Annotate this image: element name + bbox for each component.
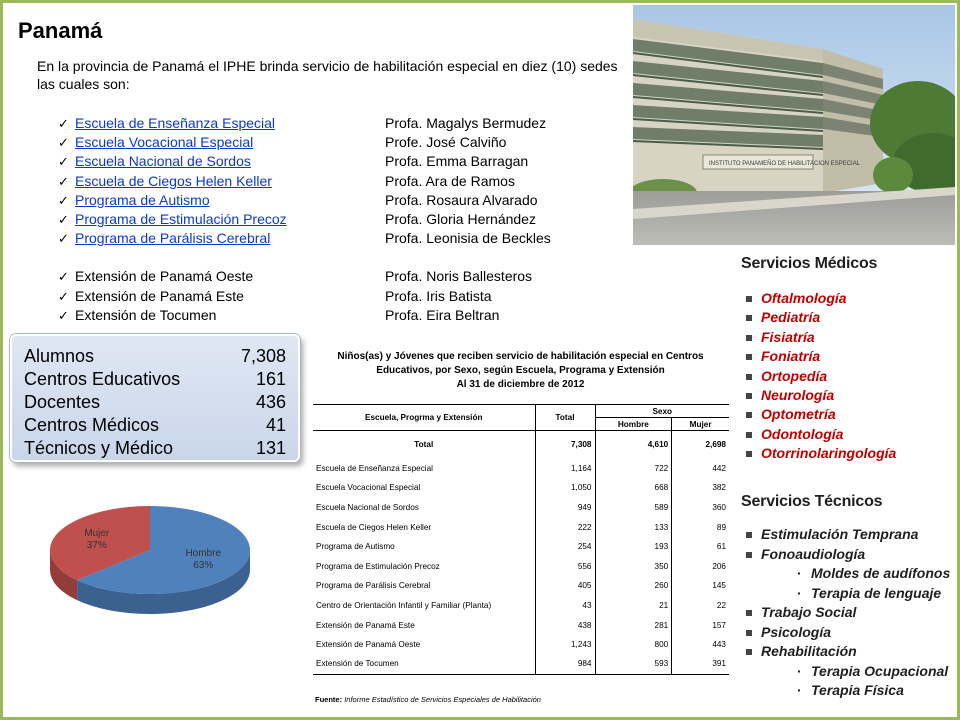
cell-name: Centro de Orientación Infantil y Familiar (Planta): [316, 600, 492, 610]
service-item-medico: Foniatría: [761, 348, 821, 365]
sede-director: Profa. Magalys Bermudez: [385, 115, 547, 131]
cell-total: 405: [535, 576, 595, 596]
cell-name: Programa de Estimulación Precoz: [316, 561, 440, 571]
cell-total: 43: [535, 596, 595, 616]
list-item: [58, 172, 618, 191]
col-header-sexo: Sexo: [595, 405, 729, 418]
cell-mujer: 2,698: [672, 431, 729, 459]
table-row: [313, 654, 729, 674]
cell-total: 222: [535, 517, 595, 537]
enrollment-table: [313, 404, 729, 675]
sede-director: Profa. Rosaura Alvarado: [385, 191, 538, 208]
cell-mujer: 360: [672, 498, 729, 518]
cell-mujer: 61: [672, 537, 729, 557]
cell-hombre: 4,610: [595, 431, 672, 459]
cell-mujer: 443: [672, 635, 729, 655]
cell-hombre: 260: [595, 576, 672, 596]
table-row: [313, 459, 729, 479]
service-item-medico: Fisiatría: [761, 328, 815, 345]
cell-total: 438: [535, 615, 595, 635]
sede-link[interactable]: Escuela de Ciegos Helen Keller: [75, 172, 272, 189]
checkmark-icon: ✓: [58, 135, 69, 151]
stat-row: [24, 437, 286, 460]
table-row: [313, 576, 729, 596]
cell-mujer: 89: [672, 517, 729, 537]
service-subitem: · Terapia Ocupacional: [811, 662, 948, 680]
checkmark-icon: ✓: [58, 116, 69, 131]
source-text: Informe Estadístico de Servicios Especiales de Habilitación: [344, 695, 541, 704]
list-item: [58, 114, 618, 133]
service-item-medico: Optometría: [761, 406, 836, 423]
table-source: [315, 695, 541, 704]
col-header-name: Escuela, Progrma y Extensión: [313, 405, 535, 431]
service-item-tecnico: Estimulación Temprana: [761, 526, 919, 542]
sede-director: Profa. Leonisia de Beckles: [385, 230, 551, 247]
cell-hombre: 722: [595, 459, 672, 479]
sede-link[interactable]: Escuela Nacional de Sordos: [75, 153, 251, 170]
table-title-line: Niños(as) y Jóvenes que reciben servicio de habilitación especial en Centros: [337, 351, 704, 362]
cell-hombre: 350: [595, 556, 672, 576]
cell-hombre: 800: [595, 635, 672, 655]
cell-total: 1,243: [535, 635, 595, 655]
list-item: [58, 287, 618, 306]
cell-name: Programa de Parálisis Cerebral: [316, 581, 431, 591]
cell-mujer: 206: [672, 556, 729, 576]
sede-link[interactable]: Programa de Autismo: [75, 191, 210, 208]
service-item-tecnico: Fonoaudiología: [761, 545, 866, 562]
service-item-medico: Otorrinolaringología: [761, 445, 897, 462]
cell-name: Extensión de Tocumen: [313, 654, 535, 674]
cell-total: 949: [535, 498, 595, 518]
service-item-tecnico: Rehabilitación: [761, 643, 857, 659]
cell-hombre: 589: [595, 498, 672, 518]
cell-hombre: 21: [595, 596, 672, 616]
service-subitem: · Terapia de lenguaje: [811, 584, 941, 602]
sede-director: Profa. Gloria Hernández: [385, 210, 536, 227]
checkmark-icon: ✓: [58, 231, 69, 247]
checkmark-icon: ✓: [58, 192, 69, 208]
stat-value: 131: [255, 438, 286, 458]
cell-mujer: 382: [672, 478, 729, 498]
service-item-medico: Oftalmología: [761, 290, 847, 306]
cell-hombre: 133: [595, 517, 672, 537]
stat-value: 41: [265, 415, 286, 435]
service-item-medico: Pediatría: [761, 309, 821, 326]
source-label: Fuente:: [315, 695, 343, 704]
list-item: [58, 152, 618, 171]
service-subitem: · Moldes de audífonos: [811, 564, 950, 582]
list-item: [58, 306, 618, 325]
stat-label: Técnicos y Médico: [24, 438, 174, 458]
cell-mujer: 22: [672, 596, 729, 616]
pie-label-hombre: Hombre 63%: [185, 548, 222, 572]
cell-hombre: 193: [595, 537, 672, 557]
cell-name: Extensión de Panamá Este: [316, 620, 415, 630]
table-title-line: Educativos, por Sexo, según Escuela, Programa y Extensión: [376, 365, 665, 376]
sede-link[interactable]: Escuela de Enseñanza Especial: [75, 115, 276, 131]
service-item-medico: Neurología: [761, 387, 835, 403]
page-title: Panamá: [18, 18, 103, 43]
table-row: [313, 635, 729, 655]
cell-name: Escuela Vocacional Especial: [316, 483, 421, 493]
stat-label: Centros Médicos: [24, 415, 160, 435]
list-item: [58, 133, 618, 152]
services-panel: [733, 249, 953, 717]
list-item: [58, 191, 618, 210]
checkmark-icon: ✓: [58, 154, 69, 170]
checkmark-icon: ✓: [58, 307, 69, 323]
cell-hombre: 281: [595, 615, 672, 635]
cell-total: 1,164: [535, 459, 595, 479]
cell-mujer: 145: [672, 576, 729, 596]
cell-total: 7,308: [535, 431, 595, 459]
cell-total: 254: [535, 537, 595, 557]
sede-director: Profa. Noris Ballesteros: [385, 268, 533, 285]
cell-name: Escuela Nacional de Sordos: [316, 502, 419, 512]
cell-total: 556: [535, 556, 595, 576]
cell-total: 984: [535, 654, 595, 674]
checkmark-icon: ✓: [58, 269, 69, 285]
stats-summary-box: [10, 334, 300, 462]
cell-mujer: 157: [672, 615, 729, 635]
table-title: [313, 350, 728, 392]
pie-label-mujer: Mujer 37%: [84, 527, 110, 551]
sede-name: Extensión de Panamá Este: [75, 287, 244, 304]
service-item-medico: Odontología: [761, 425, 844, 442]
service-item-medico: Ortopedía: [761, 367, 828, 384]
list-item: [58, 267, 618, 286]
stat-label: Centros Educativos: [24, 369, 181, 389]
cell-mujer: 442: [672, 459, 729, 479]
table-row: [313, 498, 729, 518]
sede-director: Profa. Eira Beltran: [385, 306, 500, 323]
service-item-tecnico: Trabajo Social: [761, 604, 857, 620]
cell-mujer: 391: [672, 654, 729, 674]
table-row: [313, 517, 729, 537]
table-row: [313, 596, 729, 616]
stat-value: 161: [255, 369, 286, 389]
stat-row: [24, 368, 286, 391]
stat-label: Alumnos: [24, 346, 95, 366]
service-item-tecnico: Psicología: [761, 623, 832, 640]
cell-name: Programa de Autismo: [316, 542, 395, 552]
cell-name: Total: [414, 440, 434, 450]
cell-hombre: 593: [595, 654, 672, 674]
sede-name: Extensión de Panamá Oeste: [75, 268, 254, 285]
gender-pie-chart: [40, 504, 260, 619]
cell-name: Escuela de Ciegos Helen Keller: [316, 522, 432, 532]
sede-name: Extensión de Tocumen: [75, 306, 217, 323]
stat-row: [24, 391, 286, 414]
table-row: [313, 615, 729, 635]
stat-row: [24, 414, 286, 437]
cell-total: 1,050: [535, 478, 595, 498]
col-header-mujer: Mujer: [672, 418, 729, 431]
sede-director: Profa. Ara de Ramos: [385, 172, 515, 189]
sede-director: Profe. José Calviño: [385, 134, 507, 151]
col-header-total: Total: [535, 405, 595, 431]
sede-link[interactable]: Programa de Estimulación Precoz: [75, 210, 287, 227]
stat-label: Docentes: [24, 392, 101, 412]
building-photo: [633, 5, 955, 245]
list-item: [58, 229, 618, 248]
servicios-medicos-heading: Servicios Médicos: [741, 255, 878, 272]
service-subitem: · Terapia Física: [811, 681, 904, 699]
checkmark-icon: ✓: [58, 288, 69, 304]
servicios-tecnicos-heading: Servicios Técnicos: [741, 493, 883, 510]
table-row: [313, 478, 729, 498]
building-sign: INSTITUTO PANAMEÑO DE HABILITACION ESPECIAL: [709, 161, 861, 167]
sede-director: Profa. Emma Barragan: [385, 153, 529, 170]
sede-link[interactable]: Programa de Parálisis Cerebral: [75, 230, 271, 247]
sede-list: [58, 114, 618, 325]
stat-value: 7,308: [240, 346, 286, 366]
table-row: [313, 537, 729, 557]
checkmark-icon: ✓: [58, 211, 69, 227]
stat-value: 436: [255, 392, 286, 412]
list-item: [58, 210, 618, 229]
sede-director: Profa. Iris Batista: [385, 287, 492, 304]
table-row: [313, 556, 729, 576]
col-header-hombre: Hombre: [595, 418, 672, 431]
building-illustration: [633, 5, 955, 245]
checkmark-icon: ✓: [58, 173, 69, 189]
cell-name: Escuela de Enseñanza Especial: [316, 463, 433, 473]
sede-link[interactable]: Escuela Vocacional Especial: [75, 134, 254, 151]
table-title-line: Al 31 de diciembre de 2012: [456, 379, 585, 390]
stat-row: [24, 345, 286, 368]
intro-text: En la provincia de Panamá el IPHE brinda servicio de habilitación especial en diez (10) sedes las cuales son:: [37, 58, 618, 92]
table-total-row: [313, 431, 729, 459]
cell-name: Extensión de Panamá Oeste: [316, 640, 421, 650]
cell-hombre: 668: [595, 478, 672, 498]
